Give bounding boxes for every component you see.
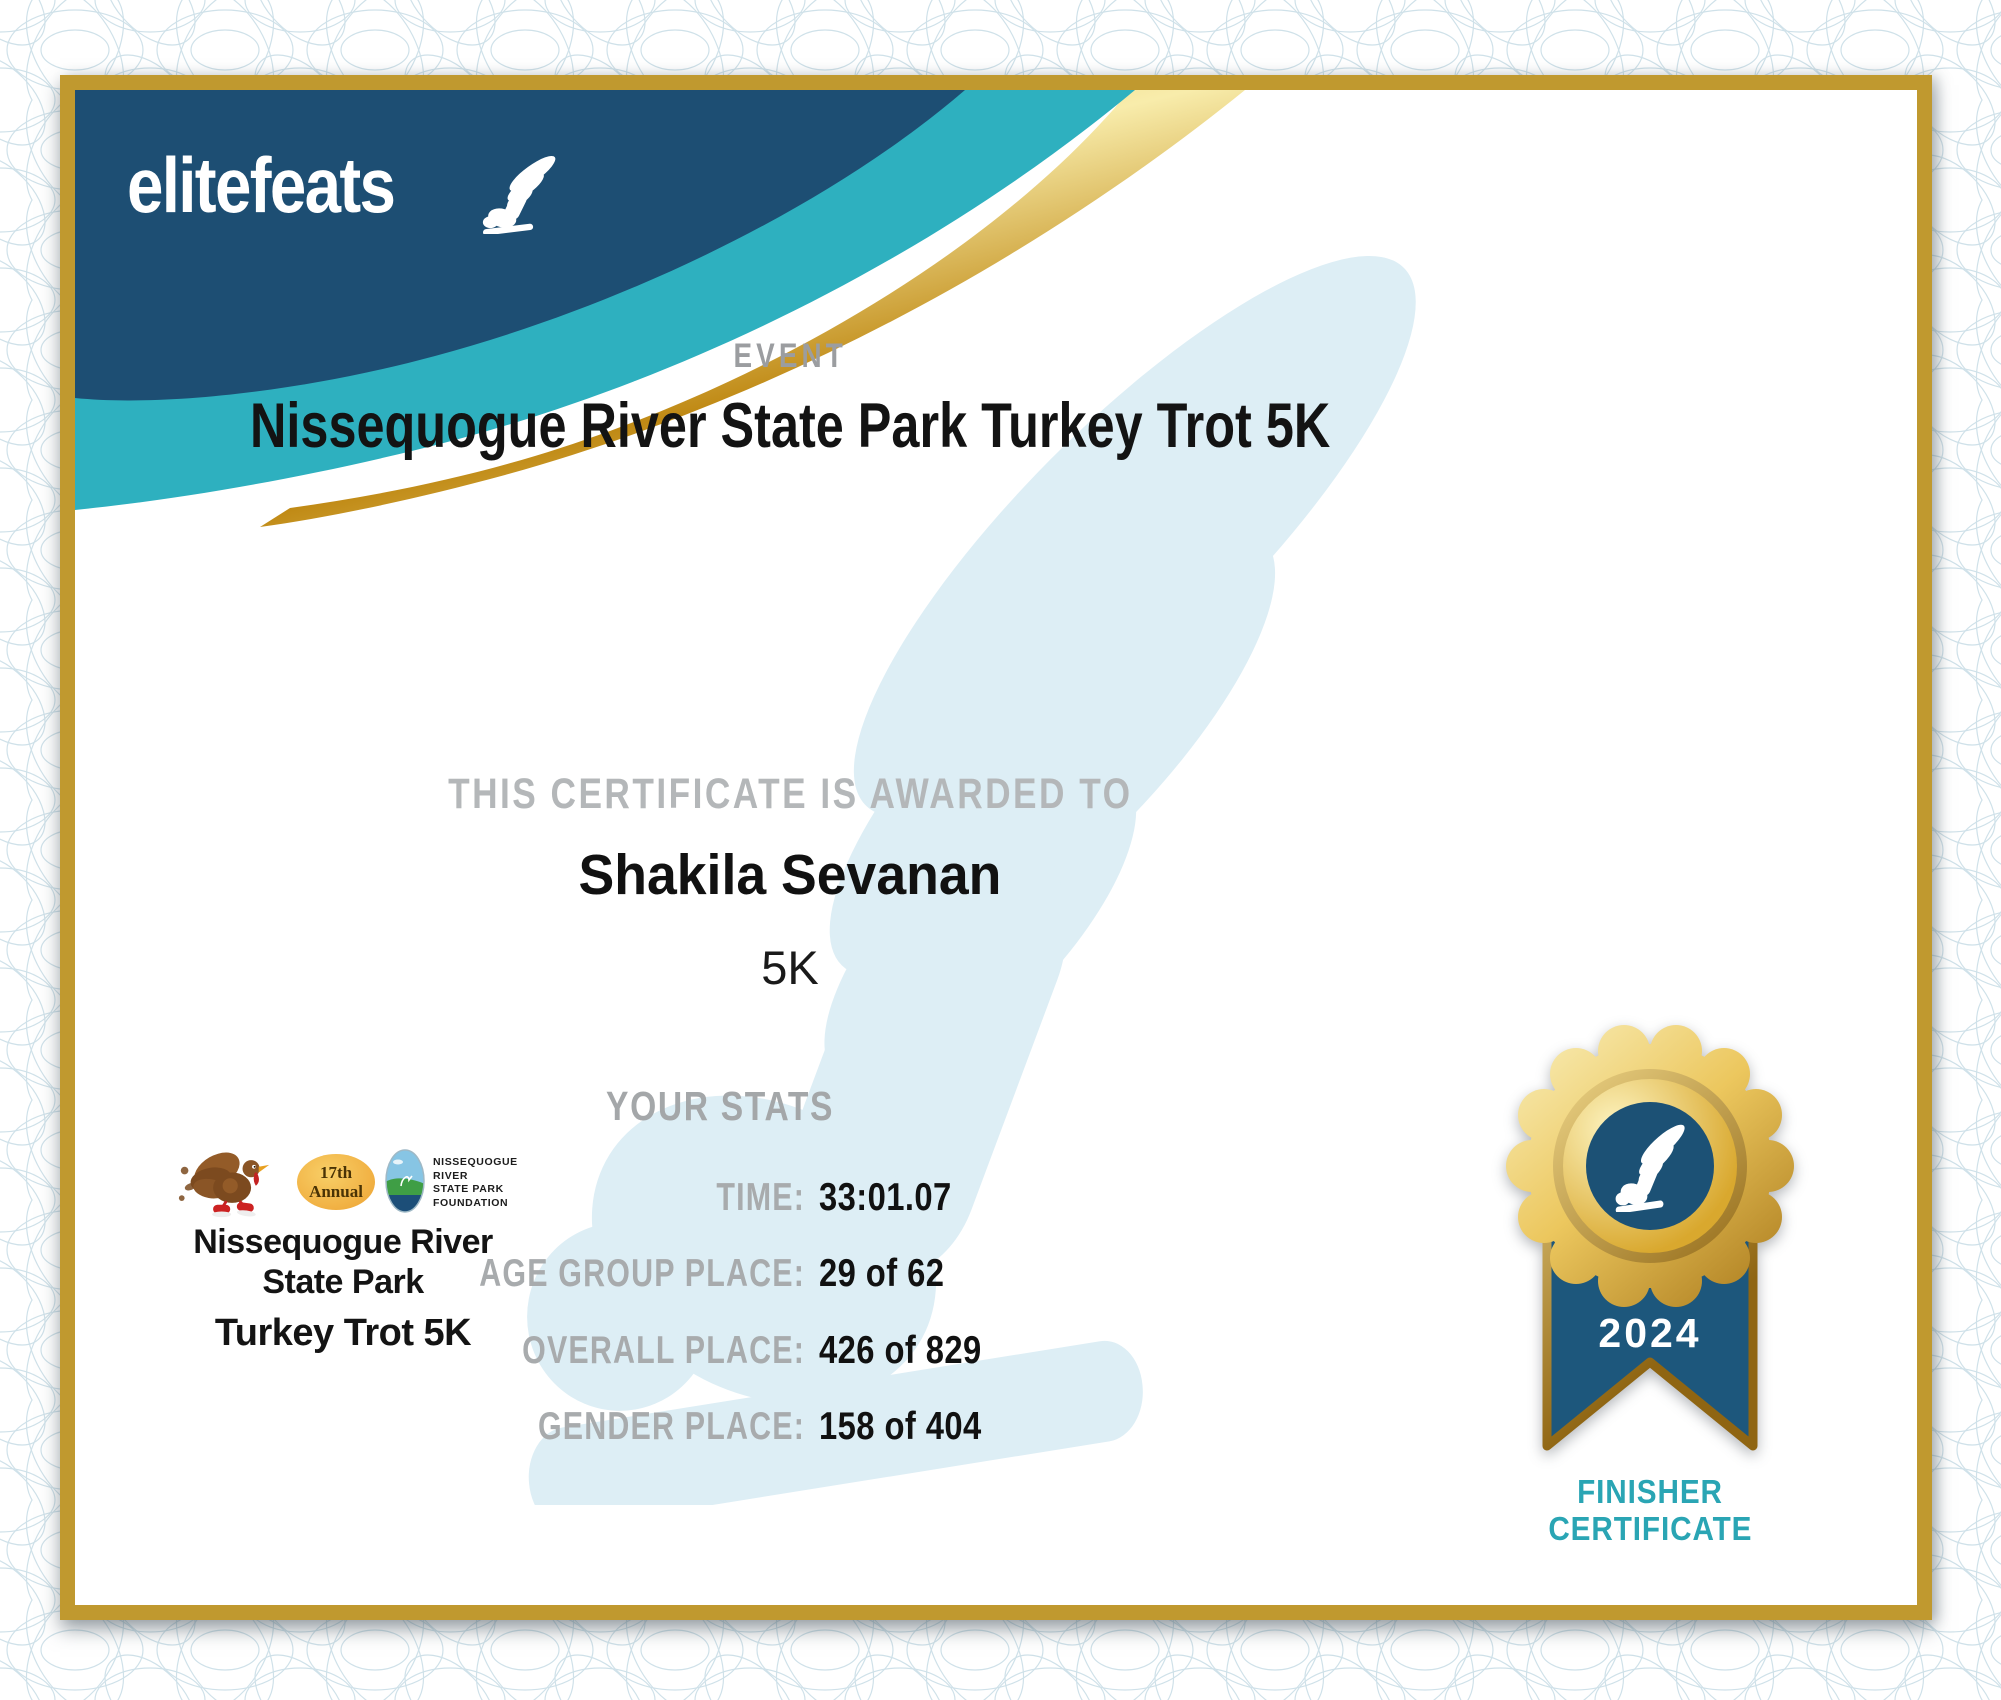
- annual-line2: Annual: [309, 1182, 363, 1201]
- finisher-certificate-label: FINISHER CERTIFICATE: [1547, 1473, 1753, 1547]
- foundation-logo: [385, 1148, 518, 1218]
- finisher-badge: [1475, 978, 1825, 1605]
- foundation-logo-oval-icon: [385, 1148, 425, 1214]
- annual-line1: 17th: [319, 1163, 353, 1182]
- stat-row-gender-place: [75, 1405, 1505, 1453]
- stat-value: 33:01.07: [819, 1176, 952, 1219]
- stat-label: AGE GROUP PLACE:: [479, 1252, 805, 1295]
- your-stats-label: YOUR STATS: [605, 1083, 835, 1129]
- park-name: Nissequogue River State Park: [193, 1223, 493, 1301]
- stat-value: 158 of 404: [819, 1405, 982, 1448]
- foundation-text: NISSEQUOGUE RIVER STATE PARK FOUNDATION: [433, 1156, 518, 1209]
- stat-label: OVERALL PLACE:: [522, 1329, 805, 1372]
- race-title: Turkey Trot 5K: [214, 1312, 472, 1354]
- winged-foot-icon: [477, 142, 561, 242]
- stat-label: GENDER PLACE:: [537, 1405, 805, 1448]
- elitefeats-logo: [127, 112, 647, 262]
- awarded-to-label: THIS CERTIFICATE IS AWARDED TO: [447, 770, 1133, 818]
- running-turkey-icon: [177, 1142, 291, 1222]
- event-name-title: Nissequogue River State Park Turkey Trot 5K: [249, 391, 1331, 461]
- elitefeats-logo-text: elitefeats: [127, 141, 395, 229]
- stat-label: TIME:: [716, 1176, 805, 1219]
- event-label: EVENT: [733, 337, 847, 375]
- recipient-name: Shakila Sevanan: [578, 843, 1002, 907]
- annual-badge-oval: [297, 1154, 375, 1210]
- stat-value: 29 of 62: [819, 1252, 945, 1295]
- badge-year: 2024: [1598, 1310, 1702, 1356]
- gold-rosette-medal-icon: [1475, 978, 1825, 1468]
- certificate: [60, 75, 1932, 1620]
- stat-value: 426 of 829: [819, 1329, 982, 1372]
- race-distance: 5K: [761, 941, 819, 994]
